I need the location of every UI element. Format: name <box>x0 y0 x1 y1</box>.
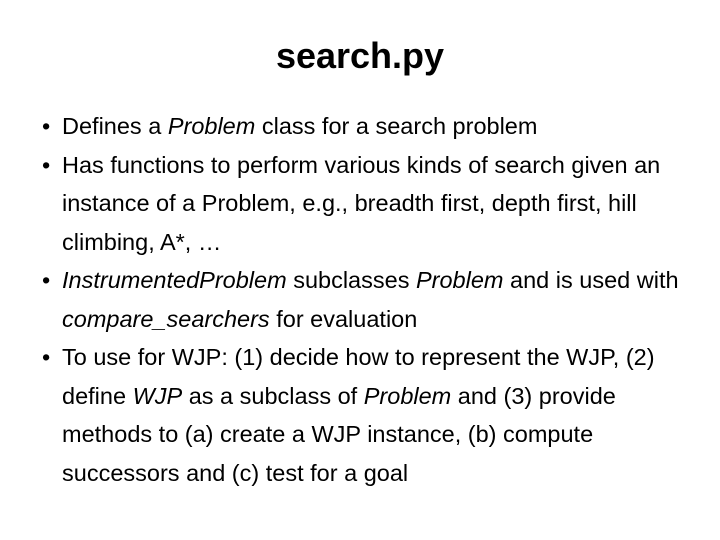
bullet-item <box>40 338 700 492</box>
slide-title: search.py <box>275 35 445 76</box>
bullet-text: Defines a Problem class for a search problem <box>62 113 538 139</box>
bullet-icon: • <box>42 151 51 178</box>
bullet-text: Has functions to perform various kinds of search given an instance of a Problem, e.g., breadth first, depth first, hill climbing, A*, … <box>62 151 661 255</box>
bullet-icon: • <box>42 344 51 370</box>
bullet-icon: • <box>42 113 51 139</box>
bullet-item <box>40 261 700 338</box>
bullet-icon: • <box>42 267 51 293</box>
bullet-item <box>40 146 700 262</box>
bullet-text: InstrumentedProblem subclasses Problem and is used with compare_searchers for evaluation <box>62 267 679 332</box>
bullet-list <box>40 107 700 492</box>
bullet-item <box>40 107 700 146</box>
bullet-text: To use for WJP: (1) decide how to represent the WJP, (2) define WJP as a subclass of Problem and (3) provide methods to (a) create a WJP instance, (b) compute successors and (c) test for a goal <box>62 344 655 486</box>
